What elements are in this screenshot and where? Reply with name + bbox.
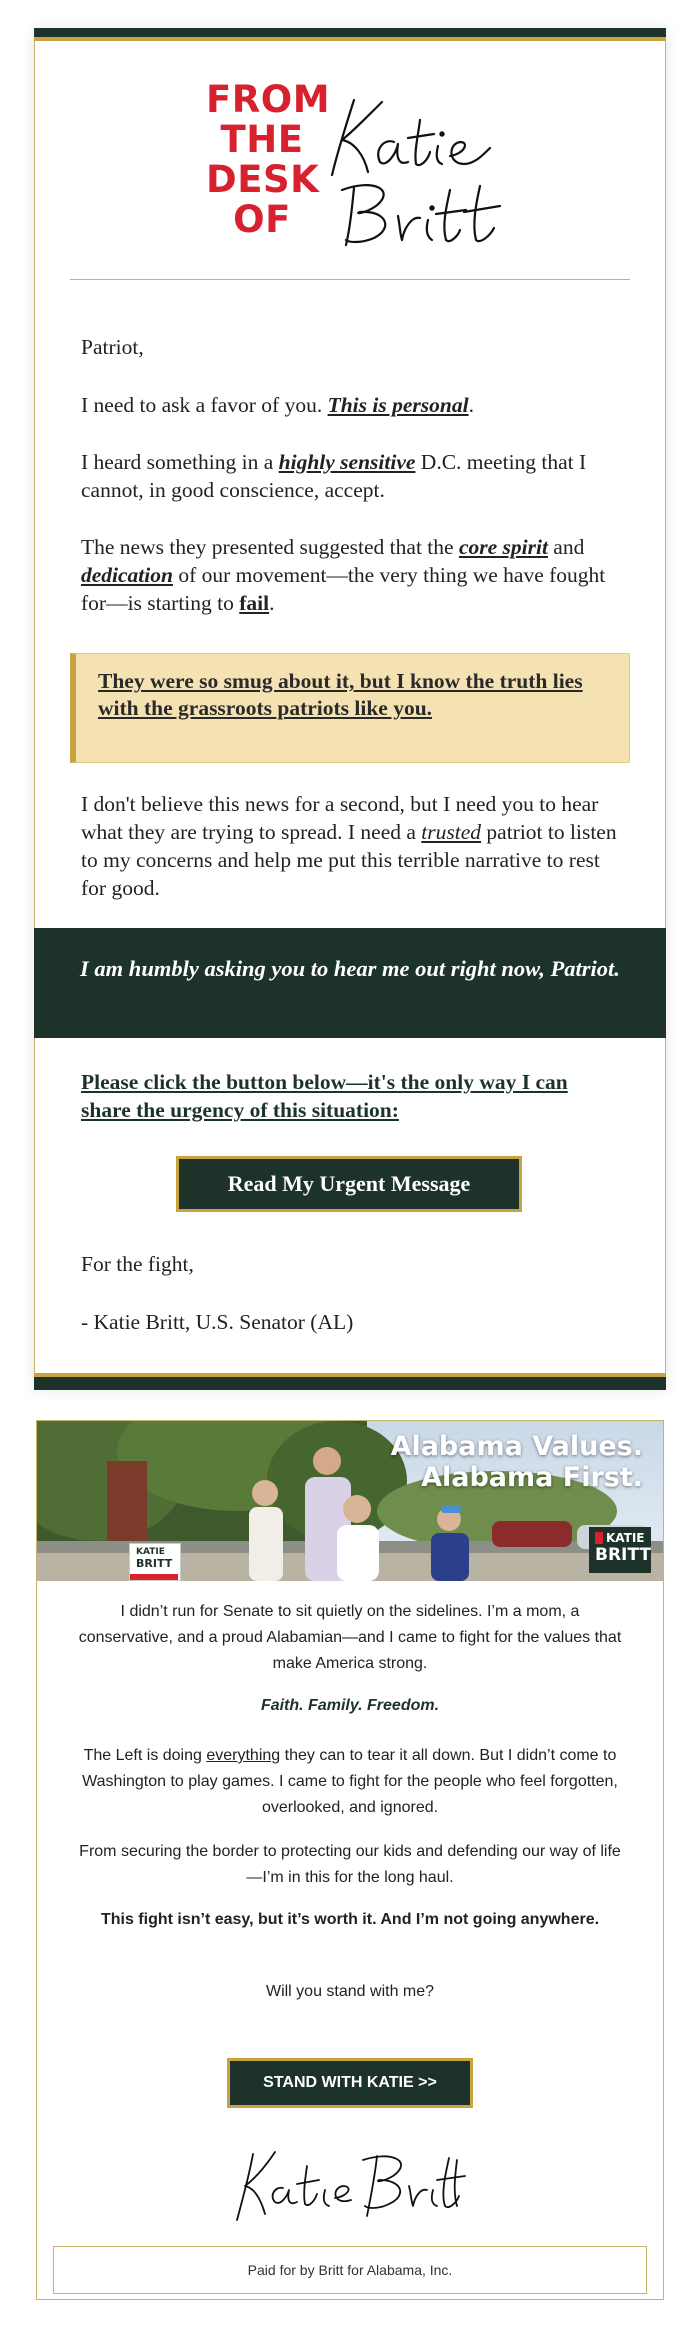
katie-britt-signature — [227, 2136, 467, 2226]
logo-line: DESK — [206, 158, 320, 201]
promo-paragraph-2 — [77, 1743, 623, 1821]
salutation: Patriot, — [81, 335, 144, 359]
promo-paragraph-2-emphasis: everything — [206, 1747, 281, 1764]
appeal-banner — [34, 928, 666, 1038]
top-green-bar — [34, 28, 666, 37]
cta-heading-link[interactable]: Please click the button below—it's the only way I can share the urgency of this situation: — [81, 1070, 568, 1122]
paragraph-1-text: I need to ask a favor of you. — [81, 393, 328, 417]
logo-line: OF — [233, 198, 291, 241]
appeal-banner-text: I am humbly asking you to hear me out right now, Patriot. — [80, 956, 620, 981]
signoff: - Katie Britt, U.S. Senator (AL) — [81, 1310, 354, 1334]
paragraph-4-emphasis: trusted — [421, 820, 482, 844]
yard-sign-text: KATIE — [136, 1547, 165, 1557]
paragraph-1-emphasis: This is personal — [327, 393, 469, 417]
sign-red-mark — [595, 1532, 603, 1544]
promo-paragraph-1: I didn’t run for Senate to sit quietly on the sidelines. I’m a mom, a conservative, and a proud Alabamian—and I came to fight for the values that make America strong. — [78, 1603, 622, 1672]
paragraph-2-text: I heard something in a — [81, 450, 279, 474]
paragraph-2-end: D.C. meeting that I cannot, in good conscience, accept. — [81, 450, 587, 502]
logo-line: THE — [220, 118, 304, 161]
paid-for-disclaimer-box — [53, 2246, 647, 2294]
paragraph-3-end: . — [269, 591, 275, 615]
paragraph-1-end: . — [468, 393, 474, 417]
promo-paragraph-2-text: The Left is doing — [83, 1747, 207, 1764]
hero-title-line: Alabama Values. — [390, 1431, 643, 1462]
hero-title-line: Alabama First. — [421, 1462, 643, 1493]
sign-katie-text: KATIE — [606, 1531, 645, 1545]
logo-line: FROM — [206, 78, 331, 121]
promo-paragraph-3: From securing the border to protecting our kids and defending our way of life—I’m in this for the long haul. — [79, 1843, 621, 1886]
paragraph-4-text: I don't believe this news for a second, but I need you to hear what they are trying to spread. I need a — [81, 792, 599, 844]
read-urgent-message-button[interactable]: Read My Urgent Message — [176, 1156, 522, 1212]
closing: For the fight, — [81, 1252, 194, 1276]
paragraph-4 — [81, 790, 626, 902]
bottom-green-bar — [34, 1377, 666, 1390]
paragraph-3-emphasis-core-spirit: core spirit — [458, 535, 548, 559]
paid-for-disclaimer: Paid for by Britt for Alabama, Inc. — [247, 2262, 453, 2278]
yard-sign-stripe — [130, 1574, 178, 1580]
paragraph-3-mid2: of our movement—the very thing we have fought for—is starting to — [81, 563, 606, 615]
top-gold-bar — [34, 37, 666, 41]
header-divider — [70, 279, 630, 280]
callout-text: They were so smug about it, but I know the truth lies with the grassroots patriots like you. — [98, 669, 583, 720]
promo-card — [36, 1420, 664, 2300]
paragraph-3 — [81, 533, 626, 617]
sign-britt-text: BRITT — [595, 1545, 651, 1565]
paragraph-3-mid: and — [547, 535, 585, 559]
yard-sign-text: BRITT — [136, 1557, 173, 1570]
paragraph-3-emphasis-dedication: dedication — [81, 563, 173, 587]
stand-with-katie-button[interactable]: STAND WITH KATIE >> — [227, 2058, 473, 2108]
katie-britt-signature-logo — [324, 80, 524, 250]
hero-photo[interactable] — [37, 1421, 663, 1581]
letter-card — [34, 28, 666, 1390]
promo-tagline: Faith. Family. Freedom. — [260, 1697, 440, 1714]
paragraph-2-emphasis: highly sensitive — [278, 450, 416, 474]
promo-paragraph-2-end: they can to tear it all down. But I didn’t come to Washington to play games. I came to fight for the people who feel forgotten, overlooked, and ignored. — [82, 1747, 618, 1816]
paragraph-1 — [81, 391, 626, 419]
from-the-desk-of-logo — [206, 78, 331, 241]
paragraph-4-end: patriot to listen to my concerns and help me put this terrible narrative to rest for good. — [81, 820, 617, 900]
paragraph-2 — [81, 448, 626, 504]
paragraph-3-emphasis-fail: fail — [239, 591, 270, 615]
hero-title — [391, 1431, 643, 1493]
promo-question: Will you stand with me? — [265, 1983, 435, 2000]
promo-paragraph-4: This fight isn’t easy, but it’s worth it. And I’m not going anywhere. — [100, 1911, 600, 1928]
yard-sign — [129, 1543, 181, 1581]
paragraph-3-text: The news they presented suggested that the — [81, 535, 459, 559]
katie-britt-sign — [589, 1527, 651, 1573]
callout-box — [70, 653, 630, 763]
